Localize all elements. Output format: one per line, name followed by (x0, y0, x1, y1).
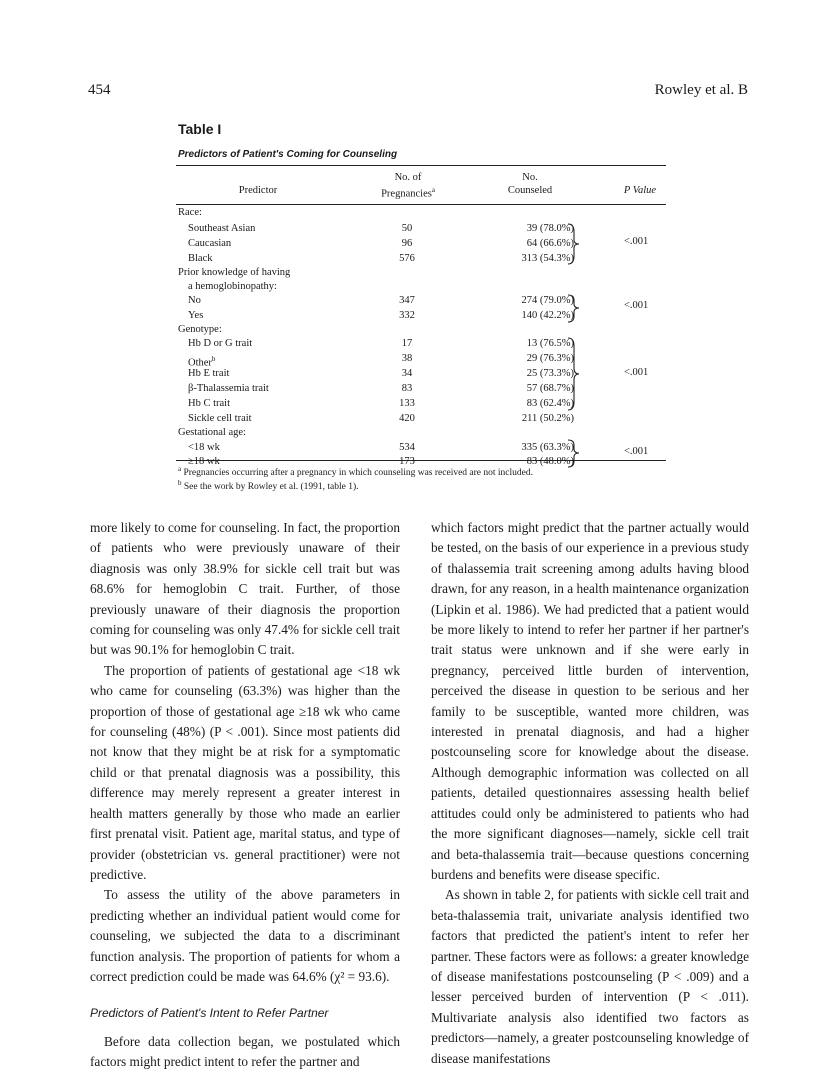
table-row: Sickle cell trait 420 211 (50.2%) (188, 413, 574, 424)
table-row: Caucasian 96 64 (66.6%) (188, 238, 574, 249)
p-value-race: <.001 (624, 236, 649, 247)
header-pregnancies: No. of Pregnancies$^a$ (381, 172, 435, 200)
p-value-genotype: <.001 (624, 367, 649, 378)
right-column (431, 518, 749, 1069)
brace-prior (568, 295, 579, 322)
table-row: No 347 274 (79.0%) (188, 295, 574, 306)
header-predictor: Predictor (238, 185, 278, 196)
brace-gestational (568, 440, 579, 467)
p-value-prior: <.001 (624, 300, 649, 311)
table-title: Table I (178, 121, 222, 137)
table-header-rule (176, 204, 666, 205)
paragraph: The proportion of patients of gestational age <18 wk who came for counseling (63.3%) was higher than the proportion of those of gestational age ≥18 wk who came for counseling (48%) (P < .001). Since most patients did not know that they might be at risk for a symptomatic child or that prenatal diagnosis was a possibility, this difference may merely represent a greater interest in health matters generally by those who made an earlier first prenatal visit. Patient age, marital status, and type of provider (obstetrician vs. general practitioner) were not predictive. (90, 662, 400, 882)
brace-race (568, 224, 579, 264)
group-braces (566, 220, 586, 470)
group-label-genotype: Genotype: (178, 324, 222, 335)
table-top-rule (176, 165, 666, 166)
paragraph: which factors might predict that the partner actually would be tested, on the basis of our experience in a previous study of thalassemia trait screening among adults having blood drawn, for any reason, in a health maintenance organization (Lipkin et al. 1986). We had predicted that a patient would be more likely to intend to refer her partner if her partner's trait status were unknown and if she were early in pregnancy, perceived little burden of intervention, perceived the disease in question to be serious and her family to be susceptible, wanted more children, was interested in prenatal diagnosis, and had a higher postcounseling score for knowledge about the disease. Although demographic information was collected on all patients, detailed questionnaires assessing health belief attitudes could only be administered to patients who had the more significant diagnoses—namely, sickle cell trait and beta-thalassemia trait—because questions concerning burdens and benefits were disease specific. (431, 520, 750, 882)
section-subheading: Predictors of Patient's Intent to Refer Partner (90, 1006, 329, 1021)
table-row: <18 wk 534 335 (63.3%) (188, 442, 574, 453)
table-row: Other$^b$ 38 29 (76.3%) (188, 353, 574, 369)
footnote-a: $^a$ Pregnancies occurring after a pregnancy in which counseling was received are not included. (178, 465, 533, 479)
table-row: Hb E trait 34 25 (73.3%) (188, 368, 574, 379)
paragraph: Before data collection began, we postulated which factors might predict intent to refer the partner and (90, 1033, 400, 1070)
table-row: Hb C trait 133 83 (62.4%) (188, 398, 574, 409)
footnote-b: $^b$ See the work by Rowley et al. (1991, table 1). (178, 479, 359, 493)
header-counseled: No. Counseled (507, 172, 553, 196)
table-row: Southeast Asian 50 39 (78.0%) (188, 223, 574, 234)
p-value-gestational: <.001 (624, 446, 649, 457)
group-label-gestational: Gestational age: (178, 427, 246, 438)
table-row: β-Thalassemia trait 83 57 (68.7%) (188, 383, 574, 394)
group-label-prior-2: a hemoglobinopathy: (188, 281, 277, 292)
group-label-prior: Prior knowledge of having (178, 267, 291, 278)
brace-genotype (568, 338, 579, 410)
table-row: Hb D or G trait 17 13 (76.5%) (188, 338, 574, 349)
table-row: ≥18 wk 173 83 (48.0%) (188, 456, 574, 467)
header-p-value: P Value (623, 185, 657, 196)
left-column (90, 518, 400, 1073)
table-caption: Predictors of Patient's Coming for Counseling (178, 149, 398, 160)
running-head: Rowley et al. B (654, 82, 748, 98)
paragraph: As shown in table 2, for patients with sickle cell trait and beta-thalassemia trait, univariate analysis identified two factors that predicted the patient's intent to refer her partner. These factors were as follows: a greater knowledge of disease manifestations postcounseling (P < .009) and a lesser perceived burden of intervention (P < .011). Multivariate analysis also identified two factors as predictors—namely, a greater postcounseling knowledge of disease manifestations (431, 887, 749, 1066)
group-label-race: Race: (178, 207, 202, 218)
table-row: Black 576 313 (54.3%) (188, 253, 574, 264)
paragraph: To assess the utility of the above parameters in predicting whether an individual patient would come for counseling, we subjected the data to a discriminant function analysis. The proportion of patients for whom a correct prediction could be made was 64.6% (χ² = 93.6). (90, 887, 400, 984)
table-row: Yes 332 140 (42.2%) (188, 310, 574, 321)
page-number: 454 (88, 82, 111, 98)
paragraph: more likely to come for counseling. In fact, the proportion of patients who were previously unaware of their diagnosis was only 38.9% for sickle cell trait but was 68.6% for hemoglobin C trait. Further, of those previously unaware of their diagnosis the proportion coming for counseling was only 47.4% for sickle cell trait but was 90.1% for hemoglobin C trait. (90, 520, 400, 658)
